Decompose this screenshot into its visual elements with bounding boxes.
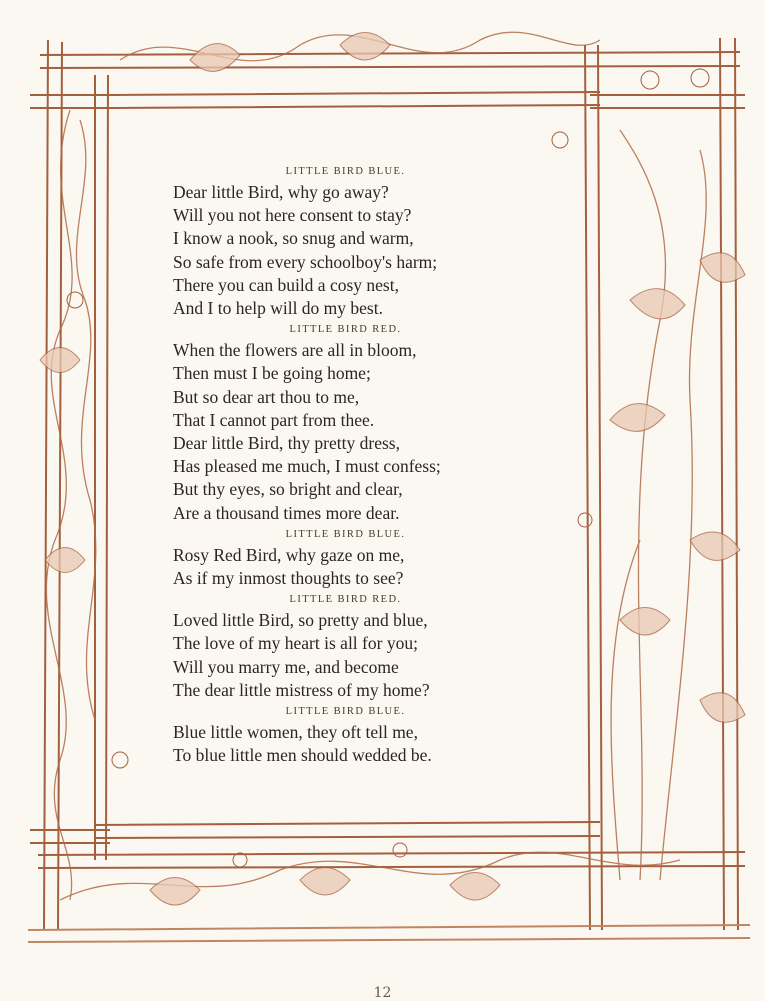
stanza-heading: LITTLE BIRD BLUE. [285, 706, 406, 718]
poem-line: Has pleased me much, I must confess; [173, 456, 441, 477]
leaf-icon [630, 289, 685, 319]
poem-line: Dear little Bird, thy pretty dress, [173, 433, 400, 454]
poem-line: Dear little Bird, why go away? [173, 182, 389, 202]
poem-line: There you can build a cosy nest, [173, 274, 399, 295]
frame-top-rail [40, 52, 740, 68]
poem-line: That I cannot part from thee. [173, 409, 375, 430]
poem-line: The dear little mistress of my home? [173, 679, 430, 700]
frame-right-post [720, 38, 738, 930]
leaf-icon [700, 693, 745, 723]
flower-icon [393, 843, 407, 857]
leaf-icon [150, 878, 200, 906]
poem-line: Are a thousand times more dear. [173, 502, 400, 523]
leaf-icon [450, 873, 500, 901]
poem-line: I know a nook, so snug and warm, [173, 228, 414, 249]
stanza-heading: LITTLE BIRD RED. [289, 594, 402, 606]
leaf-icon [340, 33, 390, 61]
poem-line: And I to help will do my best. [173, 298, 383, 319]
poem-line: Blue little women, they oft tell me, [173, 722, 418, 743]
frame-inner-right [585, 45, 602, 930]
flower-icon [641, 71, 659, 89]
poem-line: But so dear art thou to me, [173, 386, 360, 407]
poem-line: The love of my heart is all for you; [173, 633, 418, 654]
stanza-heading: LITTLE BIRD BLUE. [285, 528, 406, 540]
poem-line: As if my inmost thoughts to see? [173, 568, 404, 589]
leaf-icon [610, 404, 665, 432]
poem-line: When the flowers are all in bloom, [173, 340, 417, 361]
flower-icon [578, 513, 592, 527]
frame-inner-top [100, 92, 600, 108]
poem-line: Will you not here consent to stay? [173, 205, 412, 226]
leaf-icon [620, 608, 670, 636]
right-plant-stalk [620, 130, 665, 880]
frame-inner-left [95, 75, 108, 860]
poem-panel [118, 120, 573, 805]
leaf-icon [690, 532, 740, 560]
stanza-heading: LITTLE BIRD RED. [289, 324, 402, 336]
poem-line: Rosy Red Bird, why gaze on me, [173, 544, 405, 565]
poem [118, 162, 573, 767]
frame-left-post [44, 40, 62, 930]
poem-line: Will you marry me, and become [173, 656, 399, 677]
stanza-heading: LITTLE BIRD BLUE. [285, 166, 406, 177]
frame-inner-bottom [95, 822, 600, 838]
poem-line: So safe from every schoolboy's harm; [173, 251, 438, 272]
leaf-icon [700, 253, 745, 283]
page-number: 12 [373, 985, 392, 1001]
leaf-icon [300, 868, 350, 896]
poem-line: To blue little men should wedded be. [173, 745, 432, 766]
poem-line: Then must I be going home; [173, 363, 371, 384]
flower-icon [691, 69, 709, 87]
poem-line: But thy eyes, so bright and clear, [173, 479, 403, 500]
poem-line: Loved little Bird, so pretty and blue, [173, 610, 428, 631]
